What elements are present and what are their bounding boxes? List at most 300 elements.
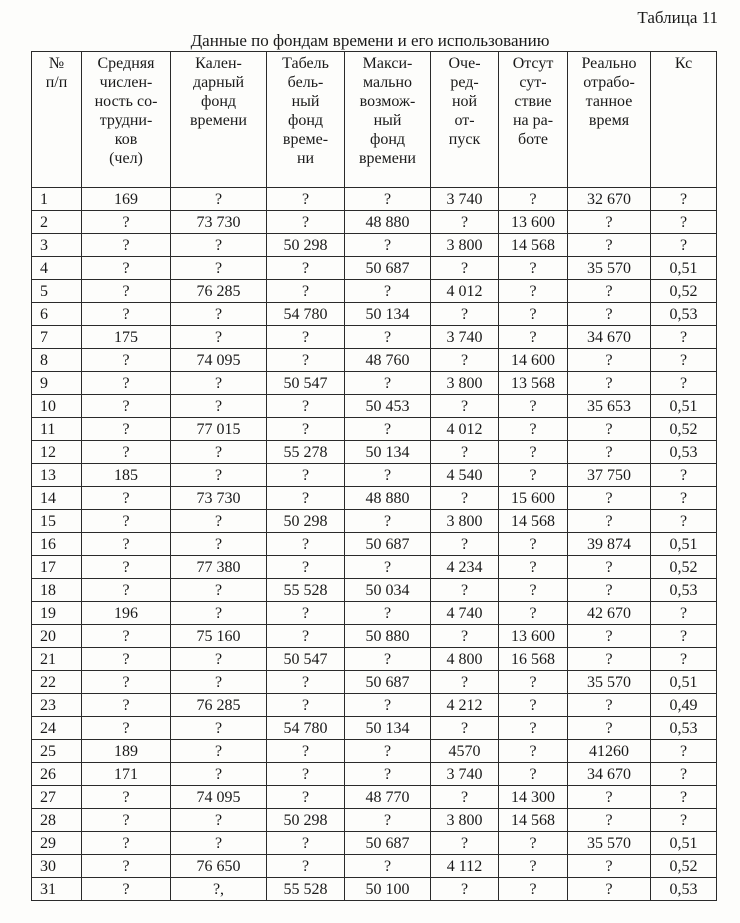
header-row (32, 52, 717, 188)
table-cell: 48 770 (345, 786, 431, 809)
table-row (32, 441, 717, 464)
table-cell: 0,53 (651, 878, 717, 901)
table-cell: 50 100 (345, 878, 431, 901)
table-cell: ? (82, 786, 171, 809)
table-cell: 13 600 (499, 625, 568, 648)
table-cell: ? (345, 602, 431, 625)
table-cell: ? (651, 510, 717, 533)
col-header-absence: Отсут сут- ствие на ра- боте (499, 52, 568, 188)
col-header-number: № п/п (32, 52, 82, 188)
row-number-cell: 24 (32, 717, 82, 740)
table-cell: ? (568, 556, 651, 579)
table-cell: ? (267, 556, 345, 579)
row-number-cell: 17 (32, 556, 82, 579)
table-row (32, 303, 717, 326)
table-cell: 74 095 (171, 349, 267, 372)
table-row (32, 188, 717, 211)
table-cell: ? (82, 349, 171, 372)
table-cell: ? (171, 763, 267, 786)
table-cell: 50 453 (345, 395, 431, 418)
table-cell: 0,51 (651, 671, 717, 694)
table-cell: ? (499, 464, 568, 487)
table-cell: 0,51 (651, 395, 717, 418)
table-cell: ? (345, 464, 431, 487)
table-cell: 35 570 (568, 257, 651, 280)
table-cell: 77 380 (171, 556, 267, 579)
table-cell: ? (82, 533, 171, 556)
table-row (32, 602, 717, 625)
col-header-calendar-fund: Кален- дарный фонд времени (171, 52, 267, 188)
row-number-cell: 5 (32, 280, 82, 303)
table-cell: ? (499, 878, 568, 901)
table-cell: ? (345, 510, 431, 533)
table-cell: ? (499, 763, 568, 786)
table-number-label: Таблица 11 (637, 8, 718, 27)
table-cell: 34 670 (568, 763, 651, 786)
table-row (32, 257, 717, 280)
table-cell: ? (171, 441, 267, 464)
table-cell: ? (267, 395, 345, 418)
table-row (32, 832, 717, 855)
table-cell: ? (568, 418, 651, 441)
table-cell: 4570 (431, 740, 499, 763)
table-cell: ? (345, 326, 431, 349)
row-number-cell: 3 (32, 234, 82, 257)
table-cell: ? (82, 694, 171, 717)
table-cell: ? (82, 234, 171, 257)
row-number-cell: 30 (32, 855, 82, 878)
row-number-cell: 9 (32, 372, 82, 395)
table-row (32, 510, 717, 533)
table-row (32, 740, 717, 763)
table-cell: ? (267, 257, 345, 280)
row-number-cell: 27 (32, 786, 82, 809)
table-cell: ? (651, 602, 717, 625)
table-cell: 4 012 (431, 418, 499, 441)
table-cell: ? (171, 395, 267, 418)
table-cell: 175 (82, 326, 171, 349)
table-cell: ? (267, 625, 345, 648)
table-cell: ? (499, 303, 568, 326)
table-cell: ? (568, 280, 651, 303)
table-cell: 0,51 (651, 832, 717, 855)
table-cell: 76 285 (171, 694, 267, 717)
table-row (32, 464, 717, 487)
table-cell: 3 800 (431, 234, 499, 257)
table-cell: 4 212 (431, 694, 499, 717)
table-cell: ? (651, 786, 717, 809)
table-cell: 0,53 (651, 717, 717, 740)
table-cell: ? (82, 441, 171, 464)
row-number-cell: 20 (32, 625, 82, 648)
row-number-cell: 6 (32, 303, 82, 326)
table-cell: ? (82, 211, 171, 234)
table-cell: ? (568, 441, 651, 464)
row-number-cell: 2 (32, 211, 82, 234)
table-cell: ? (171, 234, 267, 257)
table-cell: 14 568 (499, 510, 568, 533)
table-cell: ? (431, 832, 499, 855)
table-cell: ? (499, 832, 568, 855)
table-cell: ? (171, 671, 267, 694)
table-cell: ? (345, 188, 431, 211)
table-cell: 189 (82, 740, 171, 763)
table-cell: ? (171, 832, 267, 855)
table-cell: ? (431, 579, 499, 602)
table-cell: 42 670 (568, 602, 651, 625)
table-cell: 0,52 (651, 418, 717, 441)
table-cell: 32 670 (568, 188, 651, 211)
table-cell: ? (568, 487, 651, 510)
table-cell: ? (651, 349, 717, 372)
table-cell: ? (499, 740, 568, 763)
table-cell: ? (171, 188, 267, 211)
table-cell: ? (171, 717, 267, 740)
table-cell: ? (568, 717, 651, 740)
table-cell: ? (267, 763, 345, 786)
table-row (32, 372, 717, 395)
table-cell: ? (82, 671, 171, 694)
table-cell: ? (499, 671, 568, 694)
table-cell: 4 540 (431, 464, 499, 487)
table-cell: ? (171, 326, 267, 349)
table-cell: ? (568, 579, 651, 602)
row-number-cell: 19 (32, 602, 82, 625)
table-cell: ? (171, 257, 267, 280)
table-cell: ? (171, 740, 267, 763)
table-cell: ? (499, 257, 568, 280)
col-header-timesheet-fund: Табель бель- ный фонд време- ни (267, 52, 345, 188)
table-cell: ? (82, 855, 171, 878)
table-cell: ? (651, 188, 717, 211)
table-cell: 50 687 (345, 533, 431, 556)
table-row (32, 349, 717, 372)
table-cell: ? (82, 418, 171, 441)
table-cell: 0,49 (651, 694, 717, 717)
table-cell: ? (499, 602, 568, 625)
col-header-avg-staff: Средняя числен- ность со- трудни- ков (чел) (82, 52, 171, 188)
row-number-cell: 12 (32, 441, 82, 464)
row-number-cell: 16 (32, 533, 82, 556)
table-body (32, 188, 717, 901)
table-cell: 196 (82, 602, 171, 625)
table-cell: ? (499, 441, 568, 464)
table-cell: ? (651, 464, 717, 487)
table-cell: 4 112 (431, 855, 499, 878)
table-cell: 50 034 (345, 579, 431, 602)
table-cell: ? (651, 625, 717, 648)
table-cell: 50 880 (345, 625, 431, 648)
table-cell: ? (499, 717, 568, 740)
table-cell: ? (171, 602, 267, 625)
table-cell: 55 528 (267, 579, 345, 602)
table-row (32, 717, 717, 740)
table-cell: ? (499, 188, 568, 211)
table-cell: 169 (82, 188, 171, 211)
table-cell: ? (568, 510, 651, 533)
table-cell: ? (568, 625, 651, 648)
table-cell: 76 650 (171, 855, 267, 878)
table-row (32, 533, 717, 556)
table-cell: ? (267, 694, 345, 717)
table-cell: ? (651, 809, 717, 832)
table-cell: ? (82, 280, 171, 303)
table-cell: ? (171, 533, 267, 556)
table-cell: 3 800 (431, 809, 499, 832)
table-cell: ? (267, 188, 345, 211)
table-cell: 50 298 (267, 234, 345, 257)
table-cell: ? (345, 418, 431, 441)
table-cell: ? (568, 648, 651, 671)
table-cell: ? (431, 441, 499, 464)
table-cell: ? (431, 786, 499, 809)
table-cell: 39 874 (568, 533, 651, 556)
table-cell: 37 750 (568, 464, 651, 487)
table-cell: ? (431, 349, 499, 372)
table-row (32, 694, 717, 717)
table-cell: 15 600 (499, 487, 568, 510)
table-row (32, 487, 717, 510)
table-cell: 16 568 (499, 648, 568, 671)
table-row (32, 763, 717, 786)
table-cell: 0,51 (651, 533, 717, 556)
table-cell: 13 568 (499, 372, 568, 395)
table-row (32, 418, 717, 441)
table-cell: ? (651, 211, 717, 234)
table-cell: ? (82, 625, 171, 648)
table-cell: ? (568, 234, 651, 257)
table-cell: ? (267, 349, 345, 372)
row-number-cell: 13 (32, 464, 82, 487)
table-cell: ? (431, 717, 499, 740)
table-row (32, 556, 717, 579)
table-cell: 73 730 (171, 487, 267, 510)
table-cell: ? (431, 303, 499, 326)
table-cell: 50 687 (345, 257, 431, 280)
table-cell: 50 298 (267, 809, 345, 832)
row-number-cell: 21 (32, 648, 82, 671)
table-cell: ? (431, 533, 499, 556)
table-cell: 55 278 (267, 441, 345, 464)
table-row (32, 326, 717, 349)
row-number-cell: 31 (32, 878, 82, 901)
table-row (32, 809, 717, 832)
table-cell: ? (568, 211, 651, 234)
table-cell: ? (82, 878, 171, 901)
table-row (32, 579, 717, 602)
table-cell: 3 740 (431, 188, 499, 211)
table-cell: 50 134 (345, 303, 431, 326)
table-cell: 0,53 (651, 441, 717, 464)
table-cell: ? (431, 395, 499, 418)
table-cell: 4 800 (431, 648, 499, 671)
row-number-cell: 22 (32, 671, 82, 694)
table-cell: 0,52 (651, 855, 717, 878)
table-row (32, 234, 717, 257)
table-row (32, 671, 717, 694)
table-cell: 48 760 (345, 349, 431, 372)
table-cell: ? (267, 211, 345, 234)
row-number-cell: 25 (32, 740, 82, 763)
table-cell: ? (499, 694, 568, 717)
table-cell: ? (345, 372, 431, 395)
table-cell: 74 095 (171, 786, 267, 809)
table-cell: 14 600 (499, 349, 568, 372)
table-cell: ? (499, 395, 568, 418)
table-cell: ? (82, 556, 171, 579)
table-cell: 185 (82, 464, 171, 487)
table-row (32, 280, 717, 303)
table-cell: ? (82, 487, 171, 510)
table-cell: 54 780 (267, 303, 345, 326)
table-cell: 50 687 (345, 832, 431, 855)
table-cell: 77 015 (171, 418, 267, 441)
table-cell: ? (431, 625, 499, 648)
row-number-cell: 1 (32, 188, 82, 211)
table-cell: ? (171, 579, 267, 602)
table-cell: 14 300 (499, 786, 568, 809)
table-cell: ? (171, 372, 267, 395)
table-cell: ? (345, 740, 431, 763)
table-cell: 55 528 (267, 878, 345, 901)
table-cell: 50 547 (267, 372, 345, 395)
table-cell: ? (431, 211, 499, 234)
row-number-cell: 10 (32, 395, 82, 418)
table-cell: ? (171, 464, 267, 487)
table-cell: ? (82, 257, 171, 280)
table-cell: 35 653 (568, 395, 651, 418)
table-cell: 50 134 (345, 441, 431, 464)
table-cell: ? (651, 234, 717, 257)
table-cell: ? (651, 487, 717, 510)
table-cell: ? (82, 832, 171, 855)
time-fund-table (31, 51, 717, 901)
table-cell: ? (431, 671, 499, 694)
col-header-vacation: Оче- ред- ной от- пуск (431, 52, 499, 188)
table-cell: ? (568, 878, 651, 901)
table-cell: ? (82, 395, 171, 418)
table-cell: ? (499, 855, 568, 878)
table-cell: ? (82, 303, 171, 326)
table-cell: ? (267, 671, 345, 694)
table-cell: ? (345, 694, 431, 717)
row-number-cell: 23 (32, 694, 82, 717)
table-cell: ? (345, 648, 431, 671)
table-cell: ? (82, 717, 171, 740)
table-cell: ? (568, 855, 651, 878)
table-cell: ? (82, 648, 171, 671)
table-cell: 4 234 (431, 556, 499, 579)
table-cell: 3 800 (431, 372, 499, 395)
table-cell: ? (651, 763, 717, 786)
table-cell: 14 568 (499, 234, 568, 257)
table-cell: 3 800 (431, 510, 499, 533)
table-cell: 0,53 (651, 303, 717, 326)
table-cell: ? (345, 234, 431, 257)
row-number-cell: 7 (32, 326, 82, 349)
col-header-ks: Кс (651, 52, 717, 188)
table-cell: 34 670 (568, 326, 651, 349)
table-cell: 76 285 (171, 280, 267, 303)
table-cell: ? (171, 809, 267, 832)
table-cell: ? (431, 257, 499, 280)
table-cell: ? (651, 740, 717, 763)
table-cell: ? (568, 349, 651, 372)
table-cell: ? (267, 418, 345, 441)
table-cell: 48 880 (345, 487, 431, 510)
table-cell: ? (499, 579, 568, 602)
table-cell: 35 570 (568, 832, 651, 855)
table-cell: ? (267, 855, 345, 878)
table-cell: 73 730 (171, 211, 267, 234)
table-cell: 50 687 (345, 671, 431, 694)
row-number-cell: 11 (32, 418, 82, 441)
table-cell: ? (431, 878, 499, 901)
table-cell: ? (651, 326, 717, 349)
table-row (32, 211, 717, 234)
table-cell: ? (568, 372, 651, 395)
table-cell: ? (267, 487, 345, 510)
table-cell: ? (267, 464, 345, 487)
table-cell: 50 134 (345, 717, 431, 740)
table-cell: ? (651, 372, 717, 395)
row-number-cell: 4 (32, 257, 82, 280)
table-cell: ? (171, 303, 267, 326)
table-cell: ? (568, 809, 651, 832)
table-cell: ? (345, 763, 431, 786)
table-cell: ? (82, 579, 171, 602)
table-cell: ? (568, 694, 651, 717)
table-row (32, 395, 717, 418)
table-cell: ? (267, 533, 345, 556)
table-cell: 48 880 (345, 211, 431, 234)
table-cell: ? (267, 602, 345, 625)
table-row (32, 625, 717, 648)
table-cell: ? (499, 533, 568, 556)
table-cell: 3 740 (431, 763, 499, 786)
table-cell: ? (499, 418, 568, 441)
row-number-cell: 28 (32, 809, 82, 832)
table-cell: ? (82, 809, 171, 832)
table-cell: 4 740 (431, 602, 499, 625)
table-cell: ? (267, 832, 345, 855)
table-cell: 0,52 (651, 280, 717, 303)
table-cell: ? (267, 740, 345, 763)
table-cell: ? (345, 809, 431, 832)
table-cell: ? (267, 326, 345, 349)
table-cell: ? (431, 487, 499, 510)
table-cell: ? (82, 372, 171, 395)
table-row (32, 648, 717, 671)
table-row (32, 878, 717, 901)
table-caption: Данные по фондам времени и его использованию (190, 31, 550, 50)
table-cell: 0,53 (651, 579, 717, 602)
table-cell: ? (345, 556, 431, 579)
table-cell: 54 780 (267, 717, 345, 740)
col-header-actual-time: Реально отрабо- танное время (568, 52, 651, 188)
table-cell: ? (82, 510, 171, 533)
table-cell: 14 568 (499, 809, 568, 832)
table-cell: 50 298 (267, 510, 345, 533)
table-cell: ? (345, 280, 431, 303)
table-cell: 3 740 (431, 326, 499, 349)
table-cell: 41260 (568, 740, 651, 763)
table-cell: ? (267, 786, 345, 809)
table-cell: ? (499, 280, 568, 303)
table-cell: ? (345, 855, 431, 878)
table-cell: 13 600 (499, 211, 568, 234)
row-number-cell: 8 (32, 349, 82, 372)
